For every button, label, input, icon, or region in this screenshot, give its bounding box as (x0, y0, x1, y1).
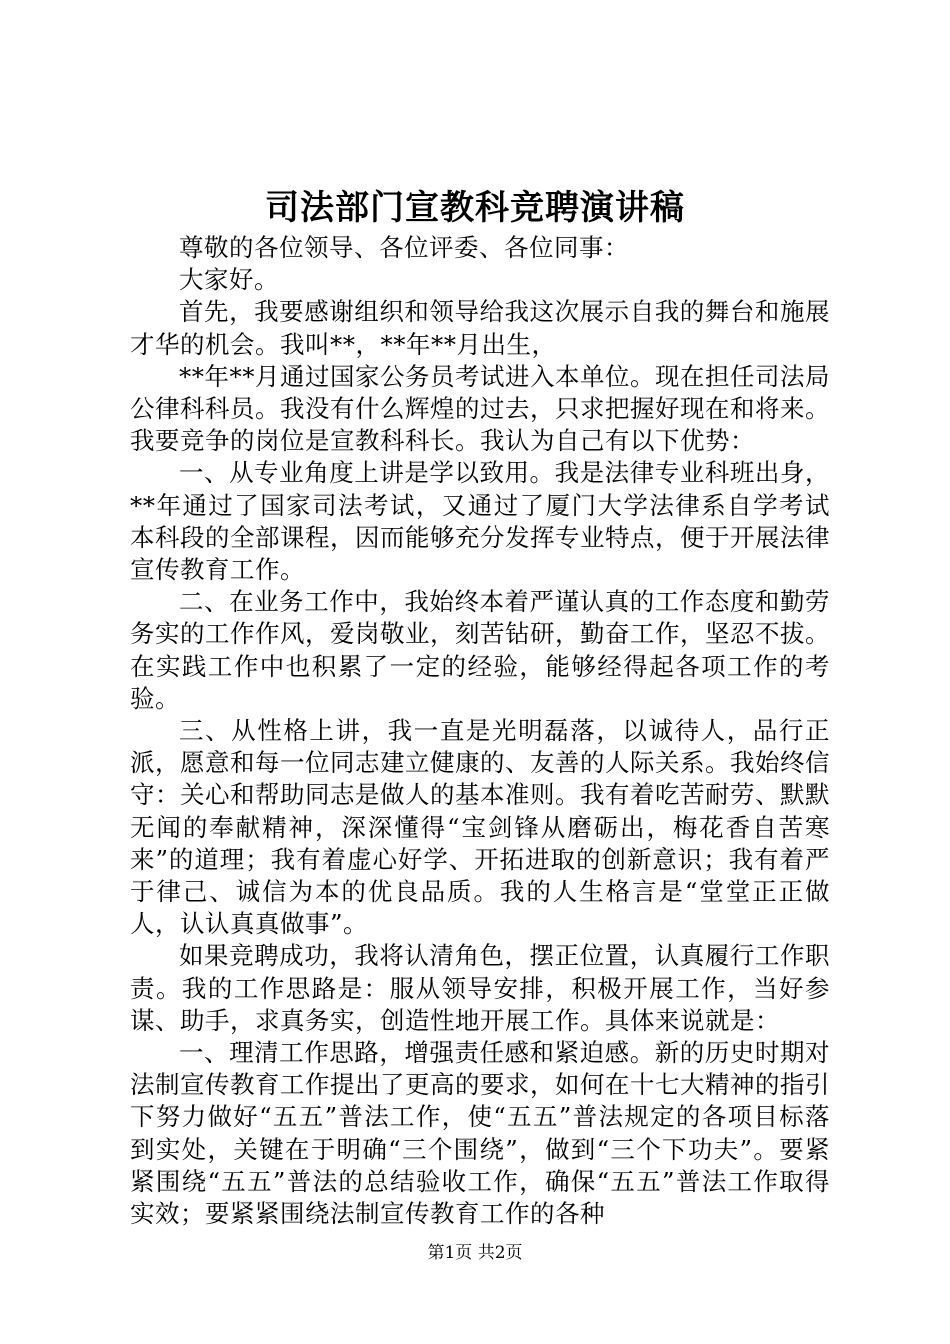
body-paragraph: **年**月通过国家公务员考试进入本单位。现在担任司法局公律科科员。我没有什么辉煌的过去，只求把握好现在和将来。我要竞争的岗位是宣教科科长。我认为自己有以下优势： (130, 361, 830, 456)
body-paragraph: 三、从性格上讲，我一直是光明磊落，以诚待人，品行正派，愿意和每一位同志建立健康的、友善的人际关系。我始终信守：关心和帮助同志是做人的基本准则。我有着吃苦耐劳、默默无闻的奉献精神，深深懂得“宝剑锋从磨砺出，梅花香自苦寒来”的道理；我有着虚心好学、开拓进取的创新意识；我有着严于律己、诚信为本的优良品质。我的人生格言是“堂堂正正做人，认认真真做事”。 (130, 716, 830, 939)
document-body (130, 232, 830, 1230)
document-title: 司法部门宣教科竞聘演讲稿 (265, 188, 685, 228)
body-paragraph: 一、理清工作思路，增强责任感和紧迫感。新的历史时期对法制宣传教育工作提出了更高的要求，如何在十七大精神的指引下努力做好“五五”普法工作，使“五五”普法规定的各项目标落到实处，关键在于明确“三个围绕”，做到“三个下功夫”。要紧紧围绕“五五”普法的总结验收工作，确保“五五”普法工作取得实效；要紧紧围绕法制宣传教育工作的各种 (130, 1038, 830, 1229)
greeting-paragraph: 大家好。 (179, 265, 279, 295)
body-paragraph: 首先，我要感谢组织和领导给我这次展示自我的舞台和施展才华的机会。我叫**，**年**月出生， (130, 297, 830, 359)
salutation-paragraph: 尊敬的各位领导、各位评委、各位同事： (179, 233, 629, 262)
body-paragraph: 二、在业务工作中，我始终本着严谨认真的工作态度和勤劳务实的工作作风，爱岗敬业，刻苦钻研，勤奋工作，坚忍不拔。在实践工作中也积累了一定的经验，能够经得起各项工作的考验。 (130, 587, 830, 713)
body-paragraph: 如果竞聘成功，我将认清角色，摆正位置，认真履行工作职责。我的工作思路是：服从领导安排，积极开展工作，当好参谋、助手，求真务实，创造性地开展工作。具体来说就是： (130, 941, 830, 1035)
body-paragraph: 一、从专业角度上讲是学以致用。我是法律专业科班出身，**年通过了国家司法考试，又通过了厦门大学法律系自学考试本科段的全部课程，因而能够充分发挥专业特点，便于开展法律宣传教育工作。 (130, 458, 830, 585)
page-number-footer: 第1页 共2页 (427, 1243, 523, 1263)
